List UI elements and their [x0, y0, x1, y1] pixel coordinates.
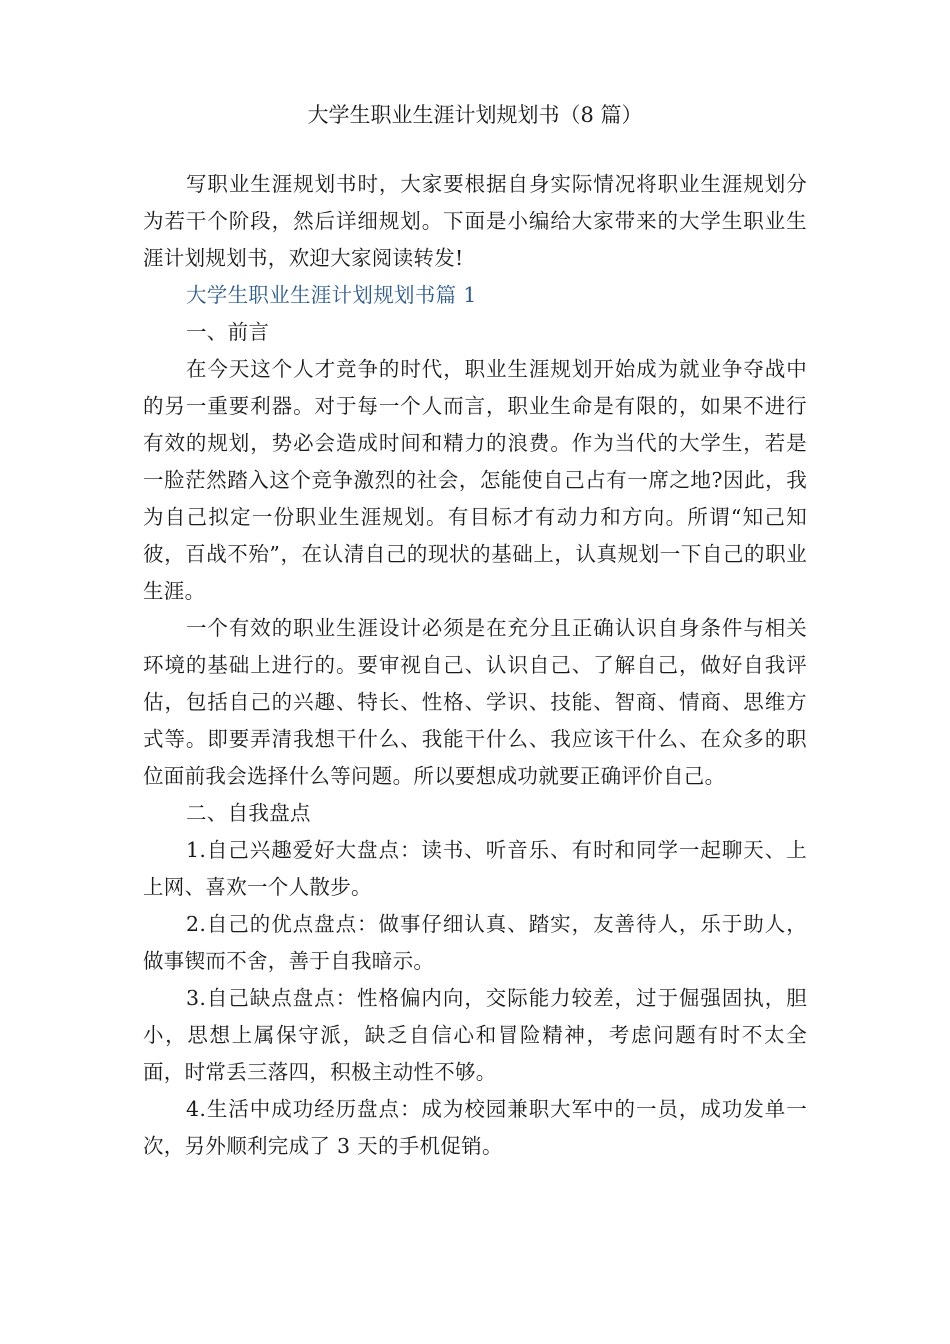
- list-item-4: 4.生活中成功经历盘点：成为校园兼职大军中的一员，成功发单一次，另外顺利完成了 3 天的手机促销。: [143, 1097, 807, 1158]
- list-item-1: 1.自己兴趣爱好大盘点：读书、听音乐、有时和同学一起聊天、上上网、喜欢一个人散步。: [143, 838, 807, 899]
- list-item-3: 3.自己缺点盘点：性格偏内向，交际能力较差，过于倔强固执，胆小，思想上属保守派，缺乏自信心和冒险精神，考虑问题有时不太全面，时常丢三落四，积极主动性不够。: [143, 986, 807, 1084]
- section-heading-link[interactable]: 大学生职业生涯计划规划书篇 1: [186, 283, 477, 307]
- document-page: [143, 100, 807, 1165]
- intro-paragraph: 写职业生涯规划书时，大家要根据自身实际情况将职业生涯规划分为若干个阶段，然后详细规划。下面是小编给大家带来的大学生职业生涯计划规划书，欢迎大家阅读转发!: [143, 172, 807, 270]
- document-title: 大学生职业生涯计划规划书（8 篇）: [307, 103, 643, 127]
- list-item-2: 2.自己的优点盘点：做事仔细认真、踏实，友善待人，乐于助人，做事锲而不舍，善于自我暗示。: [143, 912, 807, 973]
- part2-heading: 二、自我盘点: [186, 801, 311, 825]
- paragraph-1: 在今天这个人才竞争的时代，职业生涯规划开始成为就业争夺战中的另一重要利器。对于每一个人而言，职业生命是有限的，如果不进行有效的规划，势必会造成时间和精力的浪费。作为当代的大学生，若是一脸茫然踏入这个竞争激烈的社会，怎能使自己占有一席之地?因此，我为自己拟定一份职业生涯规划。有目标才有动力和方向。所谓“知己知彼，百战不殆”，在认清自己的现状的基础上，认真规划一下自己的职业生涯。: [143, 357, 807, 603]
- part1-heading: 一、前言: [186, 320, 270, 344]
- paragraph-2: 一个有效的职业生涯设计必须是在充分且正确认识自身条件与相关环境的基础上进行的。要审视自己、认识自己、了解自己，做好自我评估，包括自己的兴趣、特长、性格、学识、技能、智商、情商、思维方式等。即要弄清我想干什么、我能干什么、我应该干什么、在众多的职位面前我会选择什么等问题。所以要想成功就要正确评价自己。: [143, 616, 807, 788]
